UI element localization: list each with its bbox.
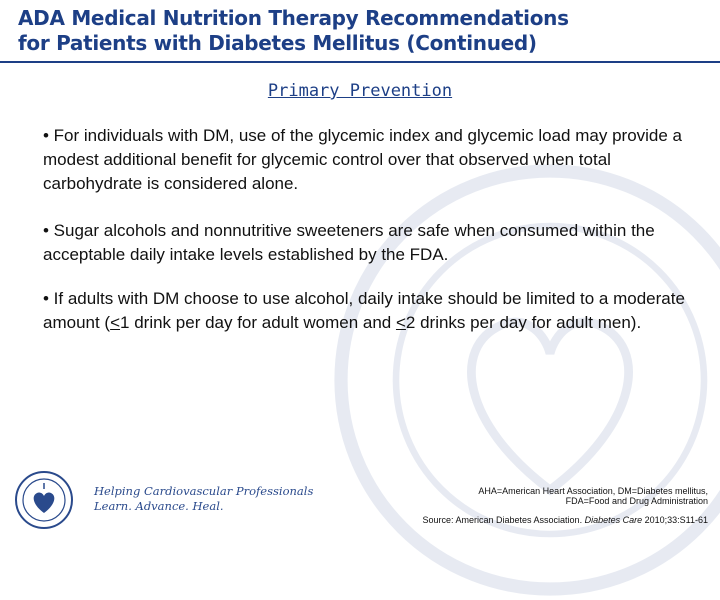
bullet-text-part: 1 drink per day for adult women and — [120, 313, 396, 332]
title-divider — [0, 61, 720, 63]
logo-tagline — [94, 484, 313, 514]
bullet-text-part: 2 drinks per day for adult men). — [405, 313, 642, 332]
less-equal-symbol: < — [395, 313, 406, 332]
section-heading — [0, 81, 720, 101]
acc-logo — [14, 470, 314, 530]
bullet-item-alcohol — [43, 287, 693, 335]
bullet-item-sugar-alcohols: • Sugar alcohols and nonnutritive sweeteners are safe when consumed within the acceptable daily intake levels established by the FDA. — [43, 221, 655, 264]
logo-tagline-line-1: Helping Cardiovascular Professionals — [94, 484, 314, 498]
slide-title — [18, 6, 708, 56]
less-equal-symbol: < — [110, 313, 121, 332]
logo-tagline-line-2: Learn. Advance. Heal. — [94, 499, 224, 513]
bullet-list — [43, 124, 693, 358]
source-suffix: 2010;33:S11-61 — [642, 515, 708, 525]
abbreviations-footnote: AHA=American Heart Association, DM=Diabetes mellitus, FDA=Food and Drug Administration — [478, 486, 708, 506]
slide-title-line-2: for Patients with Diabetes Mellitus (Continued) — [18, 31, 537, 55]
heart-seal-icon — [14, 470, 74, 530]
source-journal: Diabetes Care — [584, 515, 643, 525]
source-citation — [422, 515, 708, 525]
section-heading-text: Primary Prevention — [267, 81, 453, 101]
bullet-item-glycemic-index: • For individuals with DM, use of the glycemic index and glycemic load may provide a modest additional benefit for glycemic control over that observed when total carbohydrate is considered alone. — [43, 126, 683, 193]
source-prefix: Source: American Diabetes Association. — [422, 515, 585, 525]
slide-title-line-1: ADA Medical Nutrition Therapy Recommendations — [18, 6, 569, 30]
bullet-text-part: • If adults with DM choose to use alcohol, daily intake should be limited to a moderate amount ( — [43, 289, 685, 332]
